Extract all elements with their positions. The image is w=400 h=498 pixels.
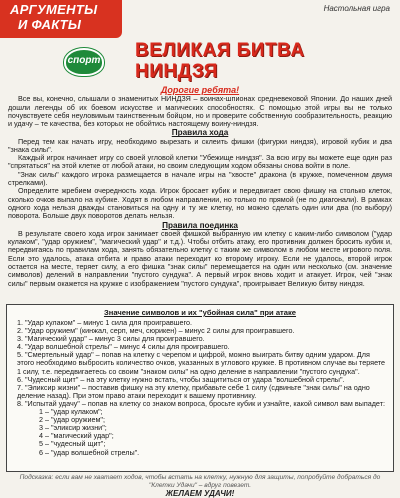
dice-outcome: 4 – "магический удар"; — [39, 431, 114, 441]
brand-banner — [0, 0, 122, 38]
list-item: 6. "Чудесный щит" – на эту клетку нужно встать, чтобы защититься от удара "волшебной стрелы". — [17, 374, 345, 384]
list-item: 8. "Испытай удачу" – попав на клетку со знаком вопроса, бросьте кубик и узнайте, какой символ вам выпадет: — [17, 398, 385, 408]
article-body — [8, 86, 392, 288]
symbols-rules-box — [6, 304, 394, 472]
sport-badge-text: спорт — [67, 55, 101, 66]
moves-paragraph-1: Перед тем как начать игру, необходимо вырезать и склеить фишки (фигурки ниндзя), игровой кубик и два "знака силы". — [8, 136, 392, 154]
list-item: 5. "Смертельный удар" – попав на клетку с черепом и цифрой, можно выиграть битву одним ударом. Для этого необходимо выбросить количество очков, указанных в углового кружке. В противном случае вы теряете 1 силу, т.е. передвигаетесь со своим "знаком силы" на одно деление в направлении "пустого сундука". — [17, 350, 386, 376]
brand-name-line1: АРГУМЕНТЫ — [10, 2, 98, 17]
list-item: 7. "Эликсир жизни" – поставив фишку на эту клетку, прибавьте себе 1 силу (сдвиньте "знак силы" на одно деление назад). При этом право атаки переходит к вашему противнику. — [17, 382, 370, 400]
hint-text: Подсказка: если вам не хватает ходов, чтобы встать на клетку, нужную для защиты, попробуйте добраться до "Клетки Удачи" – вдруг повезет. — [19, 474, 381, 489]
moves-heading: Правила хода — [171, 128, 229, 138]
dice-outcome: 1 – "удар кулаком"; — [39, 407, 103, 417]
section-label: Настольная игра — [323, 4, 390, 13]
dice-outcome: 6 – "удар волшебной стрелы". — [39, 447, 140, 457]
dice-outcome: 5 – "чудесный щит"; — [39, 439, 106, 449]
duel-heading: Правила поединка — [162, 220, 238, 230]
moves-paragraph-3: "Знак силы" каждого игрока размещается в начале игры на "хвосте" дракона (в кружке, помеченном двумя стрелками). — [8, 169, 392, 188]
symbols-list — [7, 317, 393, 457]
moves-paragraph-2: Каждый игрок начинает игру со своей угловой клетки "Убежище ниндзя". За всю игру вы можете еще один раз "спрятаться" на этой клетке от любой атаки, но своим следующим ходом обязаны снова войти в поле. — [8, 153, 392, 171]
game-title — [135, 40, 375, 82]
list-item: 4. "Удар волшебной стрелы" – минус 4 силы для проигравшего. — [17, 342, 230, 352]
moves-paragraph-4: Определите жребием очередность хода. Игрок бросает кубик и передвигает свою фишку на столько клеток, сколько очков выпало на кубике. Ходят в любом направлении, но только по прямой (не по диагонали). В рамках одного хода нельзя дважды становиться на одну и ту же клетку, но можно сделать один или два (по выбору) поворота. Больше двух поворотов делать нельзя. — [8, 186, 392, 221]
brand-name-line2: И ФАКТЫ — [18, 17, 82, 32]
good-luck-text: ЖЕЛАЕМ УДАЧИ! — [165, 489, 235, 498]
list-item: 3. "Магический удар" – минус 3 силы для проигравшего. — [17, 334, 205, 344]
sport-badge-logo — [64, 48, 104, 76]
list-item: 1. "Удар кулаком" – минус 1 сила для проигравшего. — [17, 318, 192, 327]
list-item: 2. "Удар оружием" (кинжал, серп, меч, сюрикен) – минус 2 силы для проигравшего. — [17, 326, 295, 336]
game-title-line1: ВЕЛИКАЯ БИТВА — [135, 40, 305, 61]
intro-paragraph: Все вы, конечно, слышали о знаменитых НИНДЗЯ – воинах-шпионах средневековой Японии. До наших дней дошли легенды об их боевом искусстве и магических способностях. С помощью этой игры вы не только почувствуете себя неуловимым таинственным бойцом, но и проверите собственную сообразительность, реакцию и удачу – те качества, без которых не обойтись настоящему воину-ниндзя. — [8, 94, 392, 129]
duel-paragraph: В результате своего хода игрок занимает своей фишкой выбранную им клетку с каким-либо символом ("удар кулаком", "удар оружием", "магический удар" и т.д.). Чтобы отбить атаку, его противник должен бросить кубик и, передвигаясь по правилам хода, занять обязательно клетку с таким же символом в любом месте игрового поля. Если это удалось, атака отбита и право атаки переходит ко второму игроку. Если не удалось, второй игрок остается на месте, теряет силу, а его фишка "знак силы" перемещается на один или несколько (см. значение символов) делений в направлении "пустого сундука". А первый игрок вновь ходит и атакует. Игрок, чей "знак силы" первым окажется на кружке с изображением "пустого сундука", проигрывает Великую битву ниндзя. — [8, 228, 392, 288]
game-title-line2: НИНДЗЯ — [135, 61, 218, 82]
intro-heading: Дорогие ребята! — [160, 85, 240, 95]
dice-outcome: 3 – "эликсир жизни"; — [39, 423, 107, 433]
dice-outcome: 2 – "удар оружием"; — [39, 415, 105, 425]
symbols-heading: Значение символов и их "убойная сила" при атаке — [103, 308, 297, 317]
